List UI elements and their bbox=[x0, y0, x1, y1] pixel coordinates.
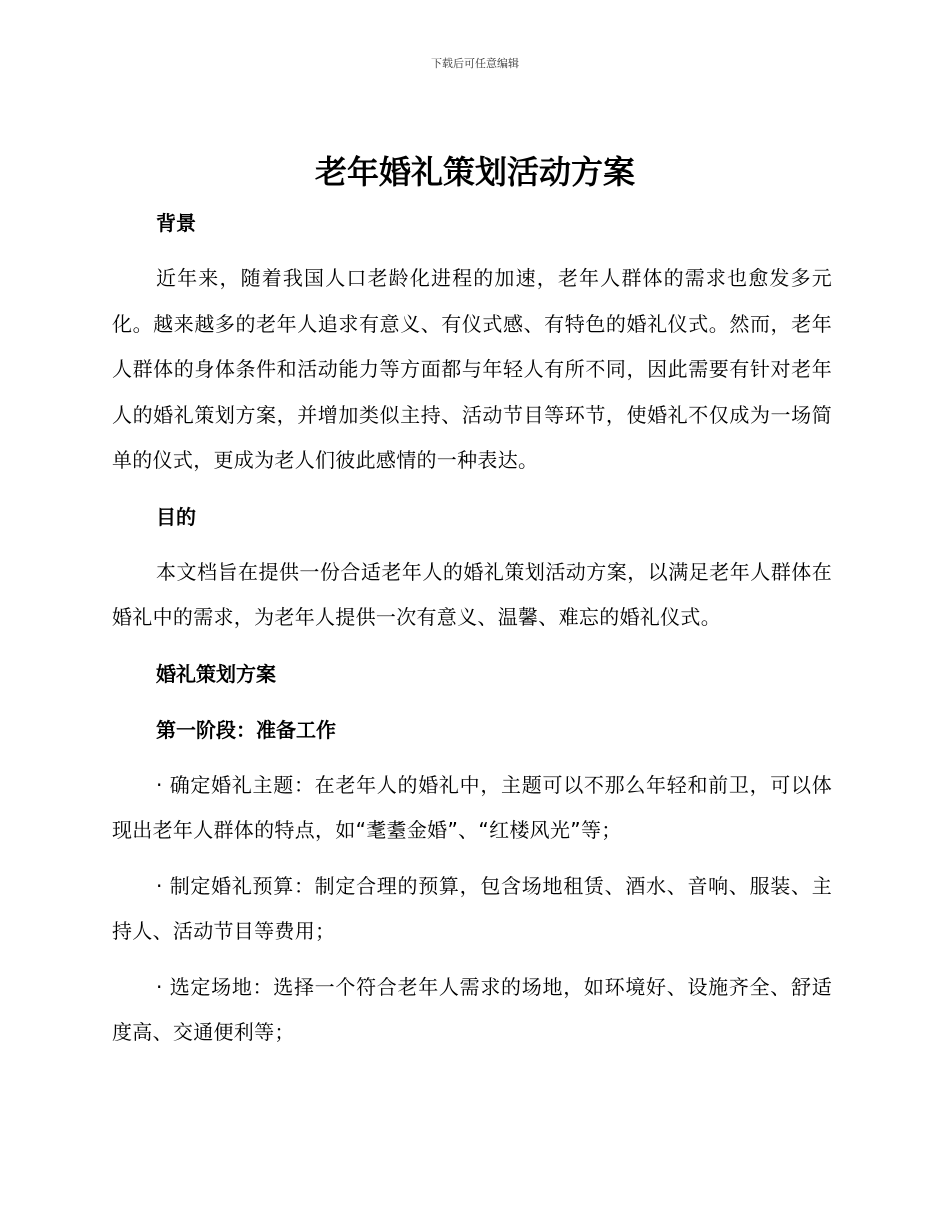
header-note: 下载后可任意编辑 bbox=[431, 57, 519, 70]
list-item-venue: · 选定场地：选择一个符合老年人需求的场地，如环境好、设施齐全、舒适度高、交通便利等； bbox=[112, 974, 832, 1044]
list-item-theme: · 确定婚礼主题：在老年人的婚礼中，主题可以不那么年轻和前卫，可以体现出老年人群体的特点，如“耄耋金婚”、“红楼风光”等； bbox=[112, 772, 832, 842]
section-heading-plan: 婚礼策划方案 bbox=[156, 661, 276, 686]
section-heading-background: 背景 bbox=[156, 211, 196, 235]
paragraph-background: 近年来，随着我国人口老龄化进程的加速，老年人群体的需求也愈发多元化。越来越多的老年人追求有意义、有仪式感、有特色的婚礼仪式。然而，老年人群体的身体条件和活动能力等方面都与年轻人有所不同，因此需要有针对老年人的婚礼策划方案，并增加类似主持、活动节目等环节，使婚礼不仅成为一场简单的仪式，更成为老人们彼此感情的一种表达。 bbox=[112, 266, 832, 472]
list-item-budget: · 制定婚礼预算：制定合理的预算，包含场地租赁、酒水、音响、服装、主持人、活动节目等费用； bbox=[112, 873, 832, 943]
paragraph-purpose: 本文档旨在提供一份合适老年人的婚礼策划活动方案，以满足老年人群体在婚礼中的需求，为老年人提供一次有意义、温馨、难忘的婚礼仪式。 bbox=[112, 559, 832, 629]
document-title: 老年婚礼策划活动方案 bbox=[314, 153, 635, 191]
section-heading-purpose: 目的 bbox=[156, 504, 196, 529]
document-body bbox=[112, 200, 832, 1056]
section-heading-phase1: 第一阶段：准备工作 bbox=[156, 717, 336, 742]
